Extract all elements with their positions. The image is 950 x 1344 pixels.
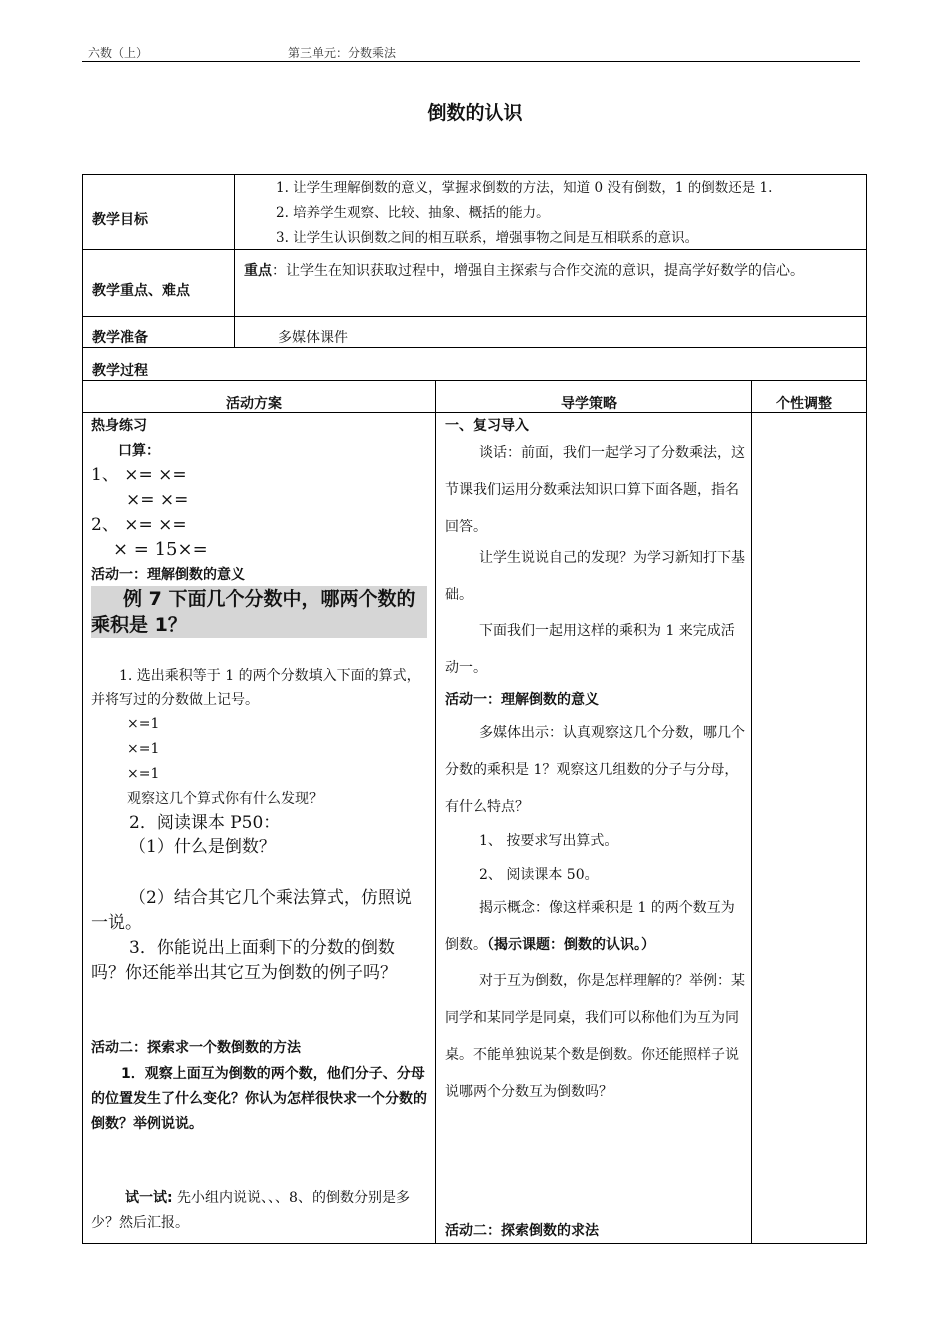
review-talk: 谈话：前面，我们一起学习了分数乘法，这节课我们运用分数乘法知识口算下面各题，指名回答。 [445, 445, 745, 535]
calc-line-1: 1、 ×= ×= [91, 465, 187, 485]
page-title: 倒数的认识 [427, 102, 523, 124]
oral-label: 口算： [118, 443, 160, 459]
review-heading: 一、复习导入 [445, 418, 529, 434]
try-it-text: 先小组内说说、、、8、的倒数分别是多少？然后汇报。 [91, 1190, 410, 1231]
question-1: （1）什么是倒数？ [129, 837, 276, 857]
header-grade: 六数（上） [88, 46, 149, 60]
col-divider [435, 380, 436, 1244]
activity2-heading: 活动二：探索求一个数倒数的方法 [91, 1040, 301, 1056]
strategy-activity2-heading: 活动二：探索倒数的求法 [445, 1223, 599, 1239]
col-header-strategy: 导学策略 [561, 396, 617, 412]
goal-item-2: 2. 培养学生观察、比较、抽象、概括的能力。 [276, 205, 550, 221]
equation-2: ×=1 [127, 741, 160, 757]
reveal-concept-text: 揭示概念：像这样乘积是 1 的两个数互为倒数。 [445, 900, 735, 953]
row-divider [82, 249, 867, 250]
activity1-heading: 活动一：理解倒数的意义 [91, 567, 245, 583]
strategy-step-2: 2、 阅读课本 50。 [479, 867, 599, 883]
reveal-topic: （揭示课题：倒数的认识。） [487, 937, 655, 953]
header-unit: 第三单元：分数乘法 [288, 46, 397, 60]
equation-1: ×=1 [127, 716, 160, 732]
review-transition: 下面我们一起用这样的乘积为 1 来完成活动一。 [445, 623, 735, 676]
example-7-text: 例 7 下面几个分数中，哪两个数的乘积是 1？ [91, 588, 416, 636]
row-divider [82, 347, 867, 348]
example-7 [91, 586, 427, 638]
equation-3: ×=1 [127, 766, 160, 782]
col-divider [751, 380, 752, 1244]
question-2: （2）结合其它几个乘法算式，仿照说一说。 [91, 888, 412, 933]
reciprocal-discussion: 对于互为倒数，你是怎样理解的？举例：某同学和某同学是同桌，我们可以称他们为互为同桌。不能单独说某个数是倒数。你还能照样子说说哪两个分数互为倒数吗？ [445, 973, 745, 1100]
col-divider [234, 174, 235, 347]
try-it [91, 1186, 428, 1236]
warmup-heading: 热身练习 [91, 418, 147, 434]
calc-line-4: × = 15×= [113, 539, 208, 560]
row-divider [82, 316, 867, 317]
strategy-activity1-heading: 活动一：理解倒数的意义 [445, 692, 599, 708]
read-textbook: 2．阅读课本 P50： [129, 813, 281, 833]
observe-question: 观察这几个算式你有什么发现？ [127, 791, 323, 807]
calc-line-3: 2、 ×= ×= [91, 515, 187, 535]
step-1: 1. 选出乘积等于 1 的两个分数填入下面的算式，并将写过的分数做上记号。 [91, 668, 421, 708]
goal-item-1: 1. 让学生理解倒数的意义，掌握求倒数的方法，知道 0 没有倒数，1 的倒数还是 1. [276, 180, 773, 196]
focus-body: ：让学生在知识获取过程中，增强自主探索与合作交流的意识，提高学好数学的信心。 [272, 263, 804, 279]
calc-line-2: ×= ×= [126, 490, 189, 510]
strategy-multimedia: 多媒体出示：认真观察这几个分数，哪几个分数的乘积是 1？观察这几组数的分子与分母，有什么特点？ [445, 725, 745, 815]
page-header [82, 44, 860, 62]
col-header-activity: 活动方案 [226, 396, 282, 412]
row-divider [82, 380, 867, 381]
try-it-label: 试一试: [125, 1190, 173, 1206]
prep-label: 教学准备 [92, 330, 148, 346]
activity2-question: 1．观察上面互为倒数的两个数，他们分子、分母的位置发生了什么变化？你认为怎样很快求一个分数的倒数？举例说说。 [91, 1066, 427, 1132]
row-divider [82, 412, 867, 413]
focus-bold: 重点 [244, 263, 272, 279]
goal-item-3: 3. 让学生认识倒数之间的相互联系，增强事物之间是互相联系的意识。 [276, 230, 699, 246]
question-3: 3．你能说出上面剩下的分数的倒数吗？你还能举出其它互为倒数的例子吗？ [91, 938, 397, 983]
prep-text: 多媒体课件 [278, 330, 348, 346]
strategy-step-1: 1、 按要求写出算式。 [479, 833, 619, 849]
reveal-concept [445, 890, 745, 964]
goal-label: 教学目标 [92, 212, 148, 228]
focus-text [244, 256, 861, 287]
col-header-adjust: 个性调整 [776, 396, 832, 412]
focus-label: 教学重点、难点 [92, 283, 190, 299]
process-label: 教学过程 [92, 363, 148, 379]
review-discover: 让学生说说自己的发现？为学习新知打下基础。 [445, 550, 745, 603]
